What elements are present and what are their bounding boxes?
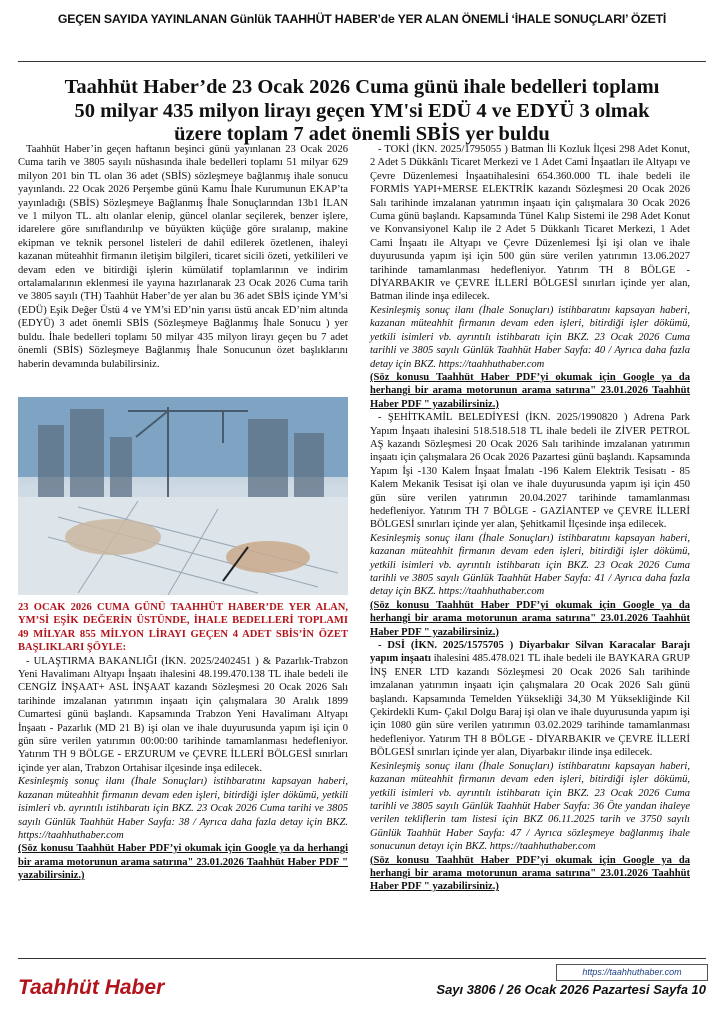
article-title: Taahhüt Haber’de 23 Ocak 2026 Cuma günü ihale bedelleri toplamı 50 milyar 435 milyon lirayı geçen YM'si EDÜ 4 ve EDYÜ 3 olmak üzere toplam 7 adet önemli SBİS yer buldu bbox=[64, 76, 660, 145]
photo-illustration bbox=[18, 397, 348, 595]
construction-photo bbox=[18, 397, 348, 595]
result-item-dsi-body: ihalesini 485.478.021 TL ihale bedeli ile BAYKARA GRUP İNŞ ENER LTD kazandı Sözleşmesi 20 Ocak 2026 Salı tarihinde imzalanan yatırımın inşaatı için çalışmalara 20 Ocak 2026 Salı günü başlandı. Kapsamında Temelden Yüksekliği 34,30 M Yüksekliğinde Kil Çekirdekli Kum- Çakıl Dolgu Baraj işi olan ve ihale duyurusunda yapım işi için 1080 gün süre verilen yatırımın 03.02.2029 tarihinde tamamlanması hedefleniyor. Yatırım TH 8 BÖLGE - DİYARBAKIR ve ÇEVRE İLLERİ BÖLGESİ sınırları içinde yer alan, Diyarbakır ilinde inşa edilecek. bbox=[370, 653, 690, 759]
result-item-dsi bbox=[370, 639, 690, 760]
result-item-sehitkamil: - ŞEHİTKAMİL BELEDİYESİ (İKN. 2025/1990820 ) Adrena Park Yapım İnşaatı ihalesini 518.518.518 TL ihale bedeli ile ZİVER PETROL AŞ kazandı Sözleşmesi 20 Ocak 2026 Salı tarihinde imzalanan yatırımın inşaatı için çalışmalara 26 Ocak 2026 Pazartesi günü başlandı. Kapsamında Yapım İşi -130 Kalem İnşaat İmalatı -196 Kalem Elektrik Tesisatı - 85 Kalem Mekanik Tesisat işi olan ve ihale duyurusunda yapım işi için 450 gün süre verilen yatırımın 20.04.2027 tarihinde tamamlanması hedefleniyor. Yatırım TH 7 BÖLGE - GAZİANTEP ve ÇEVRE İLLERİ BÖLGESİ sınırları içinde yer alan, Şehitkamil İlçesinde inşa edilecek. bbox=[370, 412, 690, 531]
intro-paragraph: Taahhüt Haber’in geçen haftanın beşinci günü yayınlanan 23 Ocak 2026 Cuma tarih ve 3805 sayılı nüshasında ihale bedelleri toplamı 51 milyar 629 milyon 201 bin TL olan 36 adet (SBİS) sözleşmeye bağlanmış ihale sonucu yayınlandı. 22 Ocak 2026 Perşembe günü Kamu İhale Kurumunun EKAP’ta yayınladığı (SBİS) Sözleşmeye Bağlanmış İhale Sonuçlarından 13b1 İLAN ve 1 milyon TL. altı olanlar elenip, güncel olanlar seçilerek, benzer işlere, idarelere göre sınıflandırılıp ve büyükten küçüğe göre sıralanıp, makine ekipman ve teknik personel listeleri de dahil edilerek özetlenen, ihaleyi kazanan müteahhit firmanın iletişim bilgileri, ticaret sicili özeti, yetkilileri ve devam eden ve bitirdiği işlerin kümülatif toplamlarının ve indirim ortalamalarının eklenmesi ile yayına hazırlanarak 23 Ocak 2026 Cuma tarih ve 3805 sayılı (TH) Taahhüt Haber’de yer alan bu 36 adet SBİS içinde YM’si (EDÜ) Eşik Değer Üstü 4 ve YM’si ED’nin yarısı üstü ancak ED’nim altında (EDYÜ) 3 adet önemli SBİS (Sözleşmeye Bağlanmış İhale Sonucu ) yer buldu. İhale bedelleri toplamı 50 milyar 435 milyon lirayı geçen bu 7 adet önemli (SBİS) Sözleşmeye Bağlanmış İhale Sonucunun özet başlıklarını haberin devamında bulabilirsiniz. bbox=[18, 144, 348, 370]
issue-info: Sayı 3806 / 26 Ocak 2026 Pazartesi Sayfa 10 bbox=[436, 982, 706, 997]
left-column-lower bbox=[18, 601, 348, 883]
result-item-ulastirma: - ULAŞTIRMA BAKANLIĞI (İKN. 2025/2402451 ) & Pazarlık-Trabzon Yeni Havalimanı Altyapı İnşaatı ihalesini 48.199.470.138 TL ihale bedeli ile CENGİZ İNŞAAT+ ASL İNŞAAT kazandı Sözleşmesi 20 Ocak 2026 Salı tarihinde imzalanan yatırımın inşaatı için çalışmalara 30 Aralık 1899 Cumartesi günü başlandı. Kapsamında Trabzon Yeni Havalimanı Altyapı İnşaatı - Pazarlık (MD 21 B) işi olan ve ihale duyurusunda yapım işi için 0 gün süre verilen yatırımın 00:00:00 tarihinde tamamlanması hedefleniyor. Yatırım TH 9 BÖLGE - ERZURUM ve ÇEVRE İLLERİ BÖLGESİ sınırları içinde yer alan, Trabzon Ortahisar ilçesinde inşa edilecek. bbox=[18, 655, 348, 774]
pdf-hint-link[interactable]: (Söz konusu Taahhüt Haber PDF’yi okumak için Google ya da herhangi bir arama motorunun arama satırına" 23.01.2026 Taahhüt Haber PDF " yazabilirsiniz.) bbox=[370, 854, 690, 893]
website-link[interactable]: https://taahhuthaber.com bbox=[556, 964, 708, 981]
pdf-hint-link[interactable]: (Söz konusu Taahhüt Haber PDF’yi okumak için Google ya da herhangi bir arama motorunun arama satırına" 23.01.2026 Taahhüt Haber PDF " yazabilirsiniz.) bbox=[370, 371, 690, 410]
result-item-toki: - TOKİ (İKN. 2025/1795055 ) Batman İli Kozluk İlçesi 298 Adet Konut, 2 Adet 5 Dükkânlı Ticaret Merkezi ve 1 Adet Cami İnşaatları ile Altyapı ve Çevre Düzenlemesi İnşaatıihalesini 654.360.000 TL ihale bedeli ile FORMİS YAPI+MERSE ELEKTRİK kazandı Sözleşmesi 20 Ocak 2026 Salı tarihinde imzalanan yatırımın inşaatı için çalışmalara 30 Ocak 2026 Cuma günü başlandı. Kapsamında Tünel Kalıp Sistemi ile 298 Adet Konut ve Konvansiyonel Kalıp ile 2 Adet 5 Dükkanlı Ticaret Merkezi, 1 Adet Cami İnşaatı ile Altyapı ve Çevre Düzenlemesi İşi işi olan ve ihale duyurusunda yapım işi için 500 gün süre verilen yatırımın 13.06.2027 tarihinde tamamlanması hedefleniyor. Yatırım TH 8 BÖLGE - DİYARBAKIR ve ÇEVRE İLLERİ BÖLGESİ sınırları içinde yer alan, Batman ilinde inşa edilecek. bbox=[370, 144, 690, 303]
page-header: GEÇEN SAYIDA YAYINLANAN Günlük TAAHHÜT HABER’de YER ALAN ÖNEMLİ ‘İHALE SONUÇLARI’ ÖZETİ bbox=[57, 12, 667, 26]
pdf-hint-link[interactable]: (Söz konusu Taahhüt Haber PDF’yi okumak için Google ya da herhangi bir arama motorunun arama satırına" 23.01.2026 Taahhüt Haber PDF " yazabilirsiniz.) bbox=[18, 843, 348, 882]
footer-divider bbox=[18, 958, 706, 959]
result-note-dsi: Kesinleşmiş sonuç ilanı (İhale Sonuçları) istihbaratını kapsayan haberi, kazanan müteahhit firmanın devam eden işleri, bitirdiği işler dökümü, yetkili isimleri vb. ayrıntılı istihbaratı için BKZ. 23 Ocak 2026 Cuma tarihli ve 3805 sayılı Günlük Taahhüt Haber Sayfa: 36 Öte yandan ihaleye verilen tekliflerin tam listesi için BKZ 06.11.2025 tarih ve 3750 sayılı Günlük Taahhüt Haber Sayfa: 47 / Ayrıca sözleşmeye bağlanmış ihale sonucunun detayı için BKZ. https://taahhuthaber.com bbox=[370, 760, 690, 853]
right-column bbox=[370, 143, 690, 894]
result-note-toki: Kesinleşmiş sonuç ilanı (İhale Sonuçları) istihbaratını kapsayan haberi, kazanan müteahhit firmanın devam eden işleri, bitirdiği işler dökümü, yetkili isimleri vb. ayrıntılı istihbaratı için BKZ. 23 Ocak 2026 Cuma tarihli ve 3805 sayılı Günlük Taahhüt Haber Sayfa: 40 / Ayrıca daha fazla detay için BKZ. https://taahhuthaber.com bbox=[370, 304, 690, 370]
result-note-sehitkamil: Kesinleşmiş sonuç ilanı (İhale Sonuçları) istihbaratını kapsayan haberi, kazanan müteahhit firmanın devam eden işleri, bitirdiği işler dökümü, yetkili isimleri vb. ayrıntılı istihbaratı için BKZ. 23 Ocak 2026 Cuma tarihli ve 3805 sayılı Günlük Taahhüt Haber Sayfa: 41 / Ayrıca daha fazla detay için BKZ. https://taahhuthaber.com bbox=[370, 532, 690, 598]
left-column bbox=[18, 143, 348, 371]
brand-logo: Taahhüt Haber bbox=[18, 976, 165, 999]
pdf-hint-link[interactable]: (Söz konusu Taahhüt Haber PDF’yi okumak için Google ya da herhangi bir arama motorunun arama satırına" 23.01.2026 Taahhüt Haber PDF " yazabilirsiniz.) bbox=[370, 599, 690, 638]
header-divider bbox=[18, 61, 706, 62]
result-item-dsi-title: - DSİ (İKN. 2025/1575705 ) Diyarbakır Silvan Karacalar Barajı yapım inşaatı bbox=[370, 640, 690, 665]
results-heading: 23 OCAK 2026 CUMA GÜNÜ TAAHHÜT HABER’DE YER ALAN, YM’Sİ EŞİK DEĞERİN ÜSTÜNDE, İHALE BEDELLERİ TOPLAMI 49 MİLYAR 855 MİLYON LİRAYI GEÇEN 4 ADET SBİS’İN ÖZET BAŞLIKLARI ŞÖYLE: bbox=[18, 602, 348, 654]
result-note-ulastirma: Kesinleşmiş sonuç ilanı (İhale Sonuçları) istihbaratını kapsayan haberi, kazanan müteahhit firmanın devam eden işleri, bitirdiği işler dökümü, yetkili isimleri vb. ayrıntılı istihbaratı için BKZ. 23 Ocak 2026 Cuma tarihi ve 3805 sayılı Günlük Taahhüt Haber Sayfa: 38 / Ayrıca daha fazla detay için BKZ. https://taahhuthaber.com bbox=[18, 776, 348, 841]
